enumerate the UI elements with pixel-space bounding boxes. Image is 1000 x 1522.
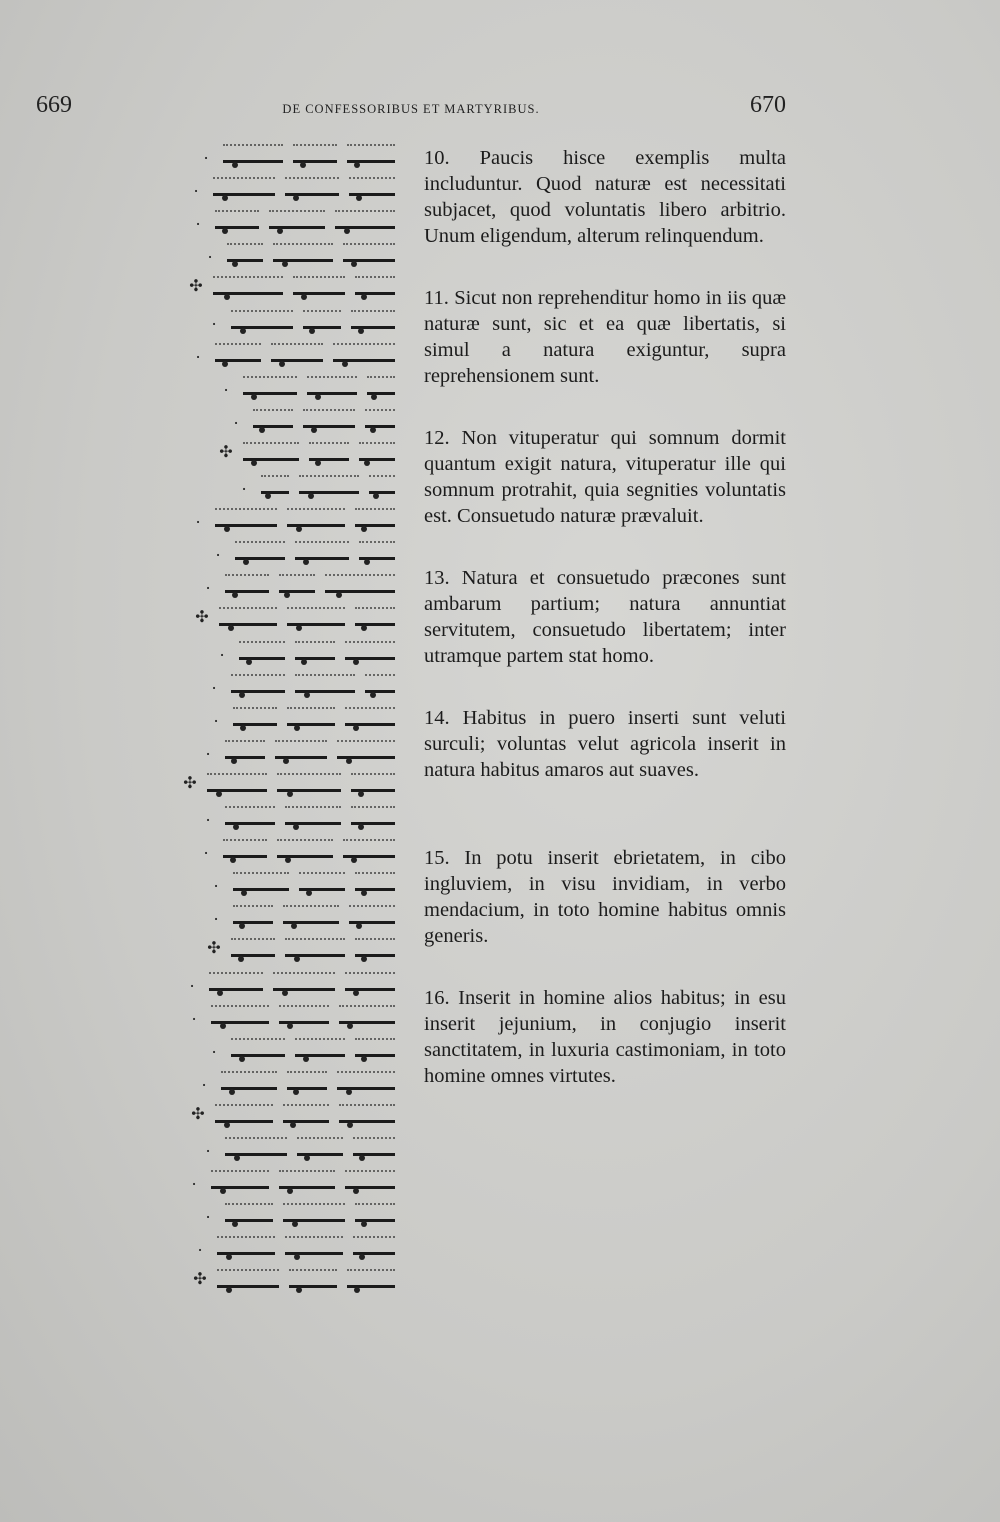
- syriac-word: [269, 210, 325, 229]
- syriac-word: [369, 475, 395, 494]
- line-end-point: .: [211, 309, 217, 329]
- syriac-line: [120, 504, 395, 530]
- syriac-word: [297, 1137, 343, 1156]
- syriac-word: [335, 210, 395, 229]
- syriac-word: [345, 972, 395, 991]
- line-end-point: .: [191, 1169, 197, 1189]
- line-end-point: .: [207, 242, 213, 262]
- syriac-word: [217, 1269, 279, 1288]
- syriac-word: [345, 1170, 395, 1189]
- syriac-word: [299, 475, 359, 494]
- syriac-line: [120, 1166, 395, 1192]
- verse-end-mark: ✣: [183, 772, 197, 792]
- syriac-line: [120, 1034, 395, 1060]
- syriac-line: [120, 835, 395, 861]
- syriac-word: [215, 210, 259, 229]
- syriac-word: [223, 144, 283, 163]
- syriac-word: [303, 310, 341, 329]
- verse-end-mark: ✣: [189, 275, 203, 295]
- syriac-word: [295, 541, 349, 560]
- verse-end-mark: ✣: [191, 1103, 205, 1123]
- syriac-word: [299, 872, 345, 891]
- syriac-word: [283, 1104, 329, 1123]
- syriac-word: [243, 376, 297, 395]
- paragraph-13: 13. Natura et consuetudo præcones sunt ambarum partium; natura annuntiat servitutem, consuetudo libertatem; inter utramque partem stat homo.: [424, 567, 786, 667]
- syriac-line: [120, 1199, 395, 1225]
- syriac-word: [303, 409, 355, 428]
- syriac-word: [273, 972, 335, 991]
- syriac-word: [287, 508, 345, 527]
- syriac-word: [285, 1236, 343, 1255]
- running-head: DE CONFESSORIBUS ET MARTYRIBUS.: [282, 102, 540, 116]
- syriac-word: [345, 641, 395, 660]
- syriac-word: [233, 872, 289, 891]
- syriac-line: [120, 670, 395, 696]
- syriac-line: [120, 1001, 395, 1027]
- syriac-word: [351, 806, 395, 825]
- syriac-word: [355, 1038, 395, 1057]
- line-end-point: .: [195, 342, 201, 362]
- syriac-word: [345, 707, 395, 726]
- syriac-word: [365, 409, 395, 428]
- syriac-line: [120, 802, 395, 828]
- syriac-line: [120, 736, 395, 762]
- line-end-point: .: [223, 375, 229, 395]
- syriac-word: [325, 574, 395, 593]
- page-number-right: 670: [750, 92, 786, 118]
- syriac-word: [233, 707, 277, 726]
- syriac-line: [120, 471, 395, 497]
- syriac-word: [277, 839, 333, 858]
- syriac-word: [309, 442, 349, 461]
- line-end-point: .: [197, 1235, 203, 1255]
- syriac-word: [339, 1104, 395, 1123]
- syriac-word: [337, 1071, 395, 1090]
- verse-end-mark: ✣: [219, 441, 233, 461]
- syriac-line: [120, 968, 395, 994]
- syriac-word: [355, 276, 395, 295]
- syriac-word: [285, 938, 345, 957]
- syriac-line: [120, 306, 395, 332]
- syriac-word: [293, 144, 337, 163]
- syriac-word: [295, 674, 355, 693]
- line-end-point: .: [195, 507, 201, 527]
- syriac-word: [215, 508, 277, 527]
- latin-text-column: [424, 145, 786, 1089]
- syriac-line: [120, 769, 395, 795]
- syriac-line: [120, 372, 395, 398]
- syriac-word: [355, 938, 395, 957]
- syriac-word: [221, 1071, 277, 1090]
- syriac-word: [283, 905, 339, 924]
- syriac-line: [120, 934, 395, 960]
- paragraph-16: 16. Inserit in homine alios habitus; in esu inserit jejunium, in conjugio inserit sanctitatem, in luxuria castimoniam, in toto homine omnes virtutes.: [424, 987, 786, 1087]
- syriac-line: [120, 868, 395, 894]
- line-end-point: .: [205, 573, 211, 593]
- line-end-point: .: [191, 1004, 197, 1024]
- syriac-word: [273, 243, 333, 262]
- syriac-word: [355, 607, 395, 626]
- syriac-word: [223, 839, 267, 858]
- syriac-line: [120, 405, 395, 431]
- syriac-line: [120, 1100, 395, 1126]
- syriac-word: [207, 773, 267, 792]
- syriac-word: [235, 541, 285, 560]
- syriac-word: [231, 674, 285, 693]
- syriac-word: [279, 574, 315, 593]
- line-end-point: .: [201, 1070, 207, 1090]
- syriac-word: [337, 740, 395, 759]
- syriac-line: [120, 173, 395, 199]
- syriac-word: [279, 1005, 329, 1024]
- verse-end-mark: ✣: [195, 606, 209, 626]
- syriac-word: [349, 177, 395, 196]
- syriac-word: [217, 1236, 275, 1255]
- page-header: [36, 92, 786, 128]
- syriac-word: [213, 177, 275, 196]
- syriac-word: [215, 1104, 273, 1123]
- syriac-word: [211, 1005, 269, 1024]
- page-number-left: 669: [36, 92, 72, 118]
- syriac-word: [287, 1071, 327, 1090]
- line-end-point: .: [205, 805, 211, 825]
- syriac-word: [215, 343, 261, 362]
- syriac-word: [293, 276, 345, 295]
- syriac-line: [120, 637, 395, 663]
- syriac-word: [231, 310, 293, 329]
- syriac-word: [355, 1203, 395, 1222]
- syriac-word: [287, 607, 345, 626]
- syriac-word: [289, 1269, 337, 1288]
- syriac-word: [225, 1137, 287, 1156]
- syriac-word: [275, 740, 327, 759]
- syriac-word: [347, 144, 395, 163]
- line-end-point: .: [213, 871, 219, 891]
- syriac-word: [333, 343, 395, 362]
- syriac-word: [219, 607, 277, 626]
- line-end-point: .: [211, 1037, 217, 1057]
- syriac-word: [211, 1170, 269, 1189]
- line-end-point: .: [219, 640, 225, 660]
- line-end-point: .: [205, 739, 211, 759]
- verse-end-mark: ✣: [207, 937, 221, 957]
- syriac-word: [285, 806, 341, 825]
- syriac-word: [343, 839, 395, 858]
- syriac-word: [365, 674, 395, 693]
- syriac-word: [355, 872, 395, 891]
- syriac-line: [120, 239, 395, 265]
- syriac-line: [120, 140, 395, 166]
- syriac-word: [283, 1203, 345, 1222]
- syriac-word: [253, 409, 293, 428]
- syriac-line: [120, 901, 395, 927]
- line-end-point: .: [189, 971, 195, 991]
- syriac-word: [349, 905, 395, 924]
- line-end-point: .: [193, 176, 199, 196]
- syriac-line: [120, 537, 395, 563]
- syriac-text-column: [120, 140, 395, 1300]
- syriac-word: [209, 972, 263, 991]
- syriac-word: [359, 541, 395, 560]
- syriac-word: [285, 177, 339, 196]
- syriac-word: [213, 276, 283, 295]
- syriac-word: [351, 773, 395, 792]
- syriac-word: [287, 707, 335, 726]
- syriac-line: [120, 206, 395, 232]
- syriac-word: [295, 641, 335, 660]
- line-end-point: .: [213, 904, 219, 924]
- syriac-word: [367, 376, 395, 395]
- syriac-word: [307, 376, 357, 395]
- syriac-line: [120, 570, 395, 596]
- syriac-word: [239, 641, 285, 660]
- syriac-word: [343, 243, 395, 262]
- paragraph-10: 10. Paucis hisce exemplis multa includuntur. Quod naturæ est necessitati subjacet, quod voluntatis libero arbitrio. Unum eligendum, alterum relinquendum.: [424, 147, 786, 247]
- paragraph-14: 14. Habitus in puero inserti sunt veluti surculi; voluntas velut agricola inserit in natura habitus amaros aut suaves.: [424, 707, 786, 781]
- syriac-word: [355, 508, 395, 527]
- syriac-line: [120, 1265, 395, 1291]
- verse-end-mark: ✣: [193, 1268, 207, 1288]
- syriac-line: [120, 703, 395, 729]
- syriac-word: [225, 806, 275, 825]
- syriac-word: [225, 1203, 273, 1222]
- paragraph-11: 11. Sicut non reprehenditur homo in iis quæ naturæ sunt, sic et ea quæ libertatis, si simul a natura exiguntur, supra reprehensionem sunt.: [424, 287, 786, 387]
- syriac-word: [233, 905, 273, 924]
- line-end-point: .: [211, 673, 217, 693]
- syriac-word: [231, 1038, 285, 1057]
- syriac-word: [225, 740, 265, 759]
- syriac-word: [261, 475, 289, 494]
- line-end-point: .: [195, 209, 201, 229]
- syriac-word: [295, 1038, 345, 1057]
- syriac-word: [353, 1236, 395, 1255]
- syriac-line: [120, 1133, 395, 1159]
- syriac-word: [243, 442, 299, 461]
- syriac-word: [339, 1005, 395, 1024]
- paragraph-12: 12. Non vituperatur qui somnum dormit quantum exigit natura, vituperatur ille qui somnum protrahit, quia segnities voluntatis est. Consuetudo naturæ prævaluit.: [424, 427, 786, 527]
- syriac-word: [279, 1170, 335, 1189]
- line-end-point: .: [205, 1136, 211, 1156]
- syriac-line: [120, 603, 395, 629]
- line-end-point: .: [203, 838, 209, 858]
- syriac-word: [225, 574, 269, 593]
- syriac-word: [359, 442, 395, 461]
- syriac-line: [120, 1232, 395, 1258]
- line-end-point: .: [203, 143, 209, 163]
- paragraph-15: 15. In potu inserit ebrietatem, in cibo ingluviem, in visu invidiam, in verbo mendacium, in toto homine habitus omnis generis.: [424, 847, 786, 947]
- syriac-word: [231, 938, 275, 957]
- syriac-word: [277, 773, 341, 792]
- syriac-word: [353, 1137, 395, 1156]
- line-end-point: .: [215, 540, 221, 560]
- syriac-word: [227, 243, 263, 262]
- syriac-line: [120, 438, 395, 464]
- syriac-word: [347, 1269, 395, 1288]
- line-end-point: .: [205, 1202, 211, 1222]
- syriac-line: [120, 339, 395, 365]
- syriac-line: [120, 1067, 395, 1093]
- syriac-word: [271, 343, 323, 362]
- syriac-line: [120, 272, 395, 298]
- line-end-point: .: [241, 474, 247, 494]
- line-end-point: .: [233, 408, 239, 428]
- syriac-word: [351, 310, 395, 329]
- line-end-point: .: [213, 706, 219, 726]
